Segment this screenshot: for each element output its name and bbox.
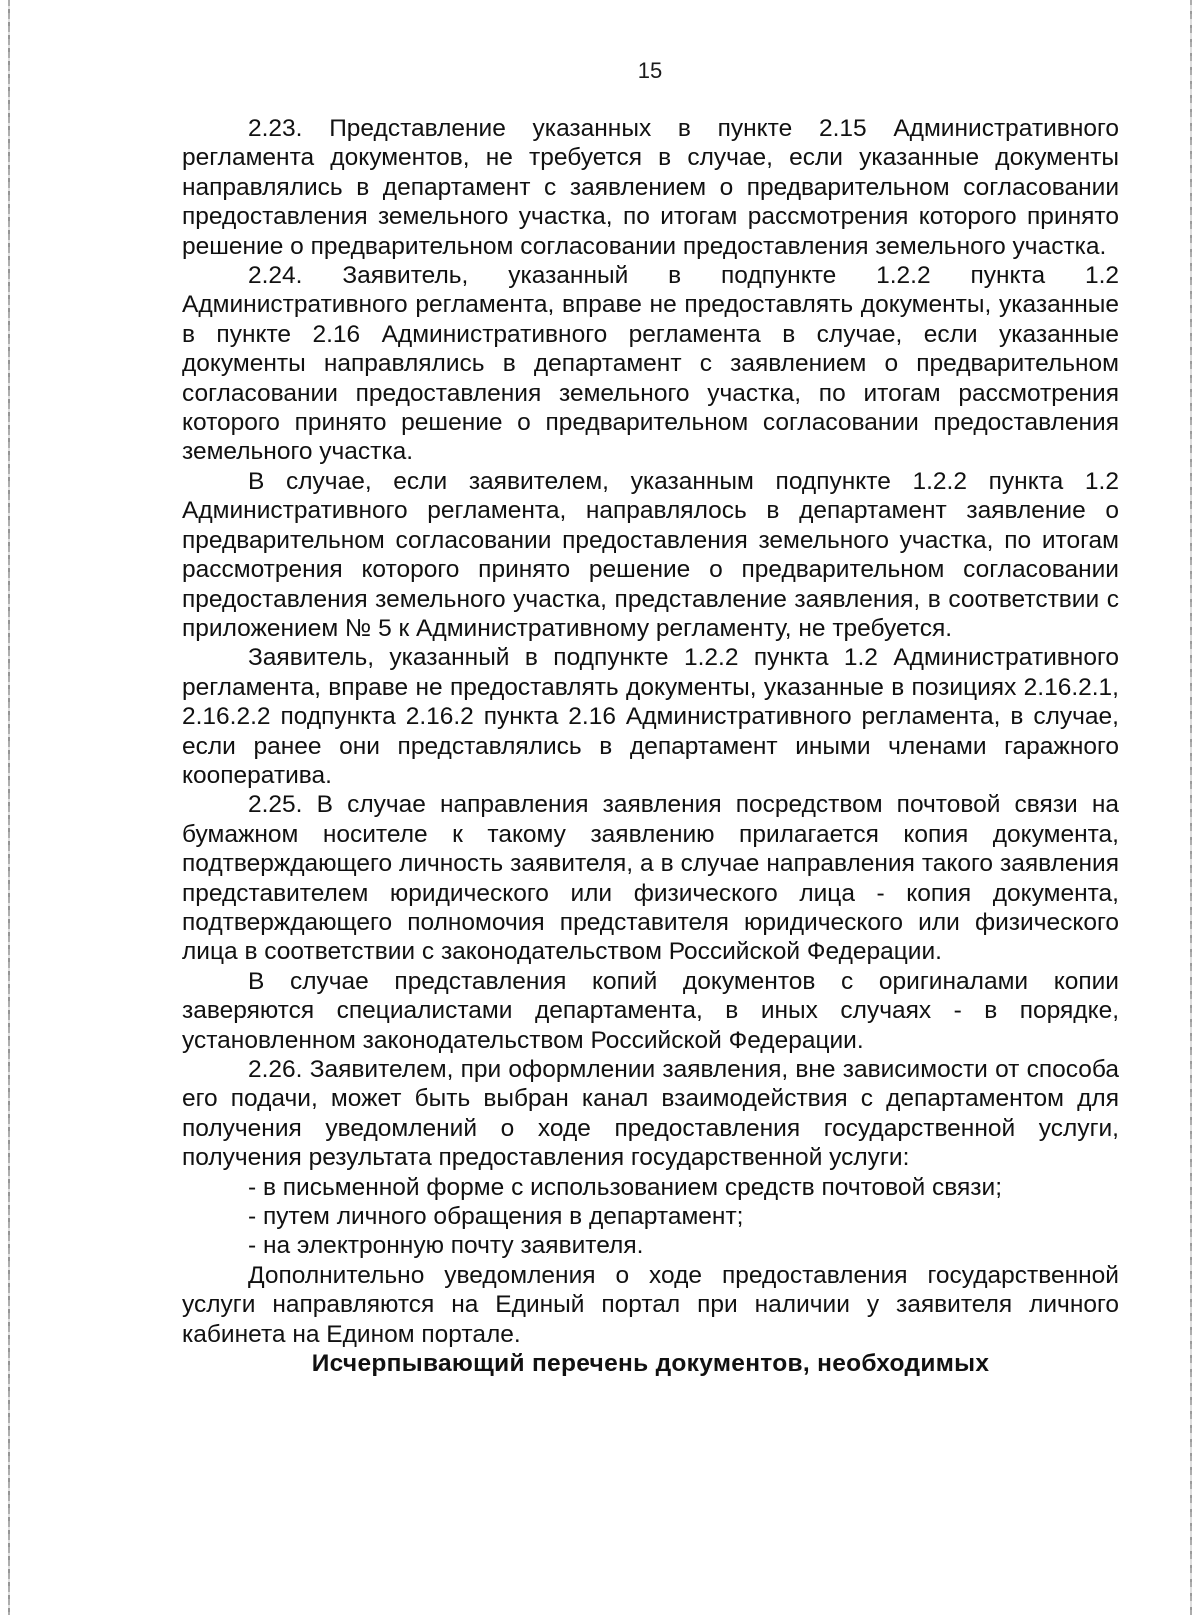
list-item: - на электронную почту заявителя. — [248, 1232, 644, 1260]
paragraph-2-23: 2.23. Представление указанных в пункте 2.15 Административного регламента документов, не требуется в случае, если указанные документы направлялись в департамент с заявлением о предварительном согласовании предоставления земельного участка, по итогам рассмотрения которого принято решение о предварительном согласовании предоставления земельного участка. — [182, 115, 1119, 260]
list-item: - в письменной форме с использованием средств почтовой связи; — [248, 1173, 1003, 1201]
paragraph-2-24: 2.24. Заявитель, указанный в подпункте 1.2.2 пункта 1.2 Административного регламента, вправе не предоставлять документы, указанные в пункте 2.16 Административного регламента в случае, если указанные документы направлялись в департамент с заявлением о предварительном согласовании предоставления земельного участка, по итогам рассмотрения которого принято решение о предварительном согласовании предоставления земельного участка. — [182, 262, 1119, 466]
page-number: 15 — [637, 58, 663, 83]
scan-edge-left — [8, 0, 10, 1615]
paragraph-2-25-copies: В случае представления копий документов с оригиналами копии заверяются специалистами департамента, в иных случаях - в порядке, установленном законодательством Российской Федерации. — [182, 967, 1119, 1054]
paragraph-2-25: 2.25. В случае направления заявления посредством почтовой связи на бумажном носителе к такому заявлению прилагается копия документа, подтверждающего личность заявителя, а в случае направления такого заявления представителем юридического или физического лица - копия документа, подтверждающего полномочия представителя юридического или физического лица в соответствии с законодательством Российской Федерации. — [182, 791, 1119, 966]
document-body — [182, 114, 1119, 1378]
paragraph-2-24-applicant-statement: В случае, если заявителем, указанным подпункте 1.2.2 пункта 1.2 Административного регламента, направлялось в департамент заявление о предварительном согласовании предоставления земельного участка, по итогам рассмотрения которого принято решение о предварительном согласовании предоставления земельного участка, представление заявления, в соответствии с приложением № 5 к Административному регламенту, не требуется. — [182, 467, 1119, 642]
paragraph-additional-notifications: Дополнительно уведомления о ходе предоставления государственной услуги направляются на Единый портал при наличии у заявителя личного кабинета на Едином портале. — [182, 1261, 1119, 1348]
paragraph-2-26: 2.26. Заявителем, при оформлении заявления, вне зависимости от способа его подачи, может быть выбран канал взаимодействия с департаментом для получения уведомлений о ходе предоставления государственной услуги, получения результата предоставления государственной услуги: — [182, 1056, 1119, 1172]
list-item: - путем личного обращения в департамент; — [248, 1203, 744, 1231]
paragraph-2-24-garage-cooperative: Заявитель, указанный в подпункте 1.2.2 пункта 1.2 Административного регламента, вправе не предоставлять документы, указанные в позициях 2.16.2.1, 2.16.2.2 подпункта 2.16.2 пункта 2.16 Административного регламента, в случае, если ранее они представлялись в департамент иными членами гаражного кооператива. — [182, 644, 1119, 789]
section-heading: Исчерпывающий перечень документов, необходимых — [311, 1350, 990, 1378]
scan-edge-right — [1190, 0, 1192, 1615]
